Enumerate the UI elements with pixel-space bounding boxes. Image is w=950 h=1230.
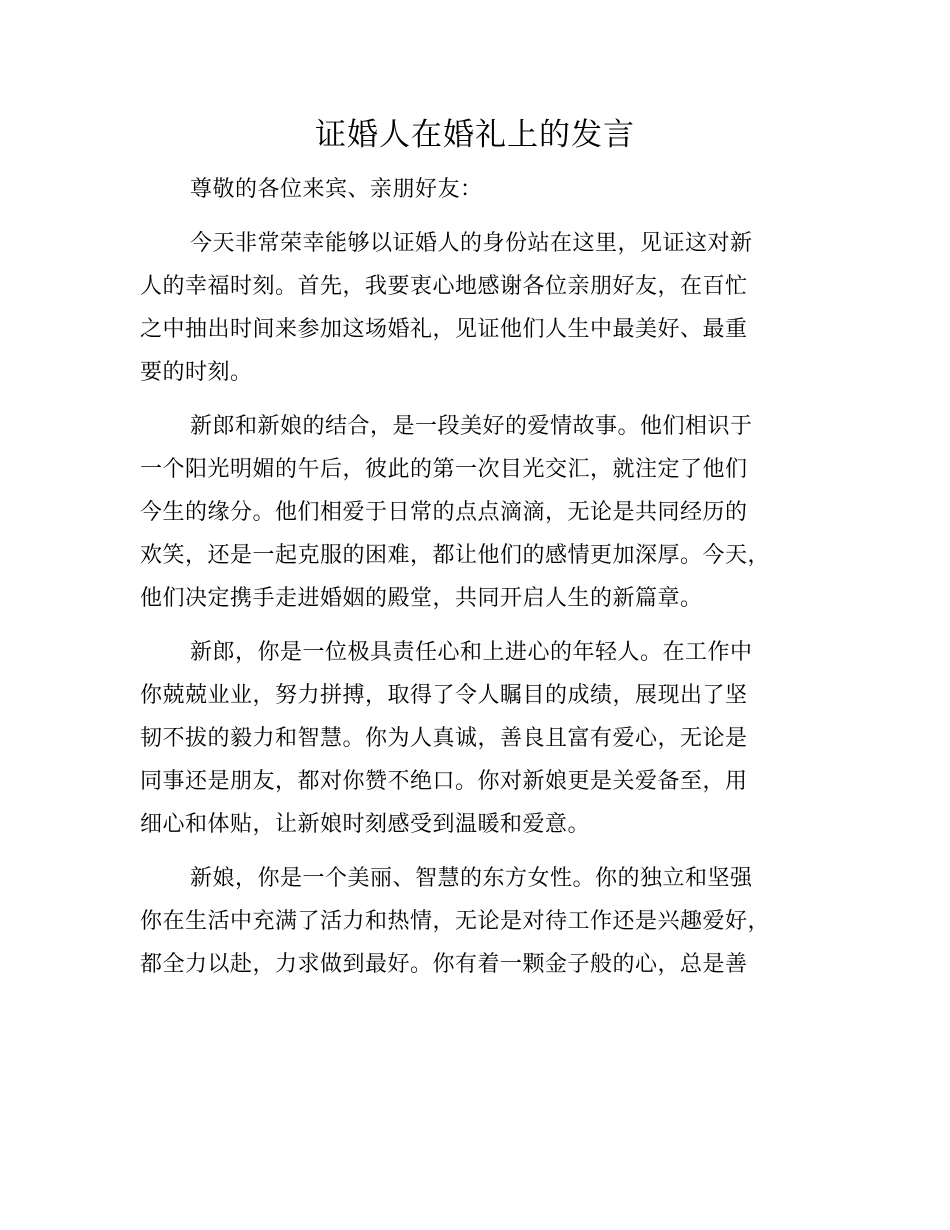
paragraph-4-line-1: 新娘，你是一个美丽、智慧的东方女性。你的独立和坚强 [190,866,753,891]
paragraph-1-line-3: 之中抽出时间来参加这场婚礼，见证他们人生中最美好、最重 [140,317,748,342]
paragraph-3-line-5: 细心和体贴，让新娘时刻感受到温暖和爱意。 [140,812,591,837]
paragraph-1-line-4: 要的时刻。 [140,360,253,385]
paragraph-4-line-2: 你在生活中充满了活力和热情，无论是对待工作还是兴趣爱好， [140,909,771,934]
document-title: 证婚人在婚礼上的发言 [315,117,635,153]
salutation: 尊敬的各位来宾、亲朋好友： [190,177,483,202]
paragraph-2-line-3: 今生的缘分。他们相爱于日常的点点滴滴，无论是共同经历的 [140,500,748,525]
paragraph-1-line-2: 人的幸福时刻。首先，我要衷心地感谢各位亲朋好友，在百忙 [140,274,748,299]
paragraph-3-line-2: 你兢兢业业，努力拼搏，取得了令人瞩目的成绩，展现出了坚 [140,683,748,708]
paragraph-3-line-4: 同事还是朋友，都对你赞不绝口。你对新娘更是关爱备至，用 [140,769,748,794]
paragraph-3-line-3: 韧不拔的毅力和智慧。你为人真诚，善良且富有爱心，无论是 [140,726,748,751]
paragraph-2-line-1: 新郎和新娘的结合，是一段美好的爱情故事。他们相识于 [190,414,753,439]
paragraph-2-line-4: 欢笑，还是一起克服的困难，都让他们的感情更加深厚。今天， [140,543,771,568]
paragraph-1-line-1: 今天非常荣幸能够以证婚人的身份站在这里，见证这对新 [190,231,753,256]
paragraph-4-line-3: 都全力以赴，力求做到最好。你有着一颗金子般的心，总是善 [140,952,748,977]
paragraph-2-line-2: 一个阳光明媚的午后，彼此的第一次目光交汇，就注定了他们 [140,457,748,482]
paragraph-3-line-1: 新郎，你是一位极具责任心和上进心的年轻人。在工作中 [190,640,753,665]
paragraph-2-line-5: 他们决定携手走进婚姻的殿堂，共同开启人生的新篇章。 [140,586,703,611]
